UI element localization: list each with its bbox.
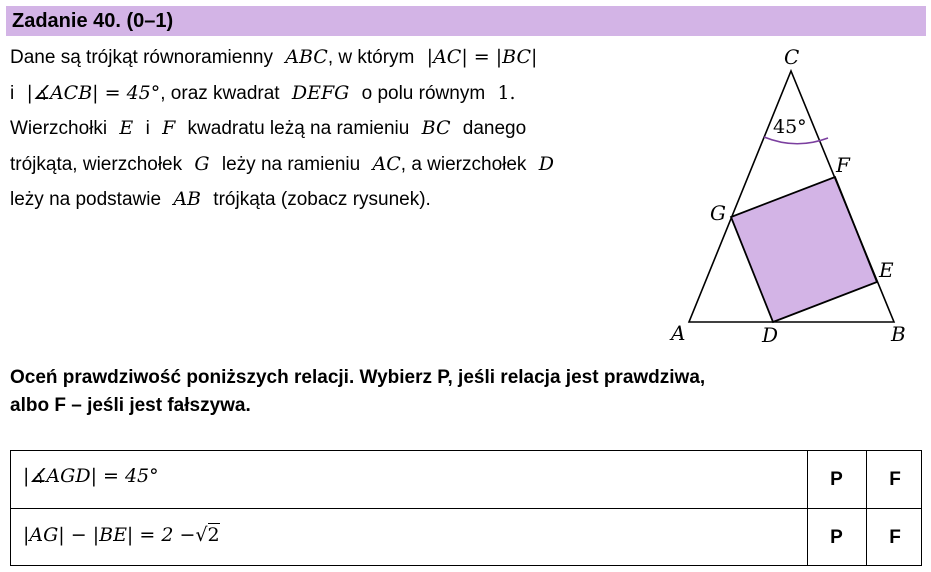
text-segment: leży na podstawie xyxy=(10,189,162,210)
text-segment: o polu równym xyxy=(361,82,486,104)
problem-line-2 xyxy=(10,78,670,114)
math-ac: AC xyxy=(372,152,401,175)
option-p-row2[interactable]: P xyxy=(807,509,865,566)
text-segment: i xyxy=(145,118,150,139)
problem-line-1 xyxy=(10,42,670,78)
label-a: A xyxy=(671,321,686,345)
math-defg: DEFG xyxy=(291,81,350,104)
text-segment: kwadratu leżą na ramieniu xyxy=(187,118,410,139)
triangle-square-figure xyxy=(665,40,925,352)
text-segment: Wierzchołki xyxy=(10,118,108,139)
option-f-row2[interactable]: F xyxy=(866,509,923,566)
table-row xyxy=(11,451,921,509)
math-bc: BC xyxy=(421,117,451,139)
label-b: B xyxy=(891,322,906,346)
math-angle-acb: |∡ACB| = 45° xyxy=(26,81,161,104)
table-row xyxy=(11,509,921,566)
statement-2-text: |AG| − |BE| = 2 − xyxy=(23,524,196,546)
task-title: Zadanie 40. (0–1) xyxy=(12,10,174,32)
angle-label: 45° xyxy=(773,116,807,138)
text-segment: trójkąta, wierzchołek xyxy=(10,153,183,175)
text-segment: , oraz kwadrat xyxy=(160,82,280,104)
math-area-one: 1. xyxy=(497,81,516,104)
math-ab: AB xyxy=(173,188,202,210)
label-d: D xyxy=(762,323,779,347)
text-segment: Dane są trójkąt równoramienny xyxy=(10,47,273,68)
sqrt-radicand: 2 xyxy=(207,524,220,546)
math-g: G xyxy=(194,152,210,175)
math-e: E xyxy=(119,117,134,139)
math-f: F xyxy=(162,117,176,139)
text-segment: i xyxy=(10,82,15,104)
task-header xyxy=(6,6,926,36)
label-c: C xyxy=(784,45,800,69)
instruction-line-2: albo F – jeśli jest fałszywa. xyxy=(10,395,251,416)
sqrt-symbol: √ xyxy=(195,524,208,546)
math-ac-equals-bc: |AC| = |BC| xyxy=(426,46,538,68)
instruction xyxy=(10,364,705,420)
label-f: F xyxy=(836,153,850,177)
text-segment: , a wierzchołek xyxy=(400,153,527,175)
option-f-row1[interactable]: F xyxy=(866,451,923,508)
text-segment: leży na ramieniu xyxy=(221,153,361,175)
problem-line-3 xyxy=(10,113,670,149)
instruction-line-1: Oceń prawdziwość poniższych relacji. Wybierz P, jeśli relacja jest prawdziwa, xyxy=(10,367,706,388)
text-segment: trójkąta (zobacz rysunek). xyxy=(213,189,431,210)
statement-1: |∡AGD| = 45° xyxy=(23,465,159,487)
label-e: E xyxy=(879,258,894,282)
option-p-row1[interactable]: P xyxy=(807,451,865,508)
problem-text xyxy=(10,42,670,220)
answer-table xyxy=(10,450,922,566)
math-d: D xyxy=(538,152,554,175)
math-abc: ABC xyxy=(285,46,328,68)
label-g: G xyxy=(710,201,726,225)
text-segment: , w którym xyxy=(327,47,415,68)
text-segment: danego xyxy=(462,118,527,139)
statement-2 xyxy=(23,523,220,546)
square-defg xyxy=(731,177,877,322)
problem-line-4 xyxy=(10,149,670,185)
problem-line-5 xyxy=(10,184,670,220)
